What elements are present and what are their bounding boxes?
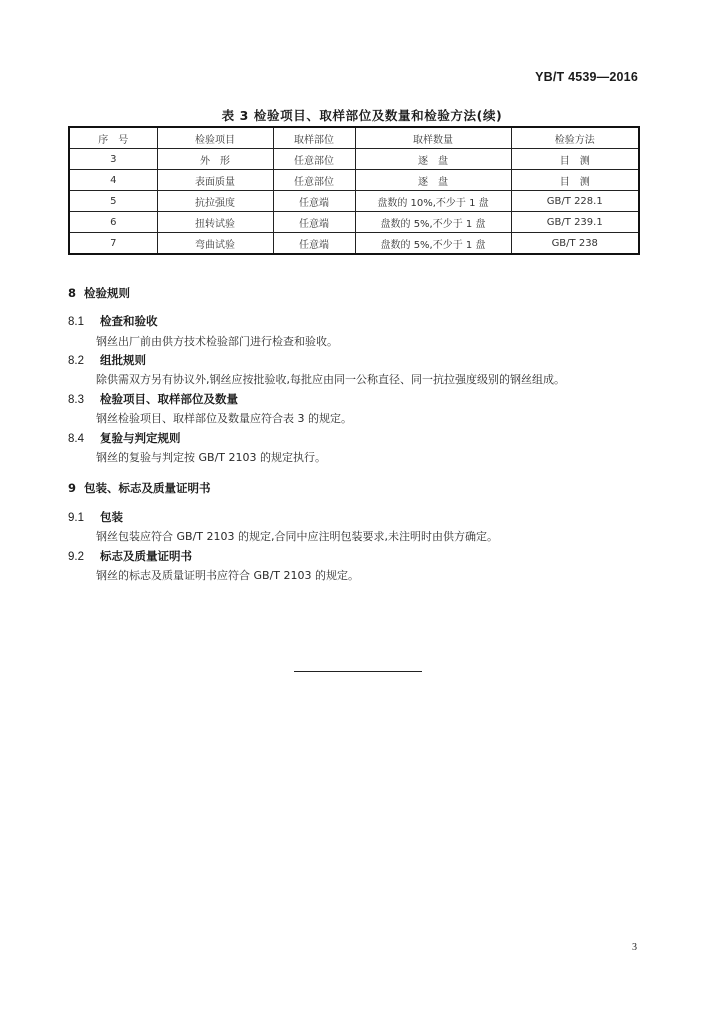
table-cell: 盘数的 10%,不少于 1 盘 [355, 191, 511, 212]
end-of-text-rule [294, 671, 422, 672]
paragraph-8-2: 除供需双方另有协议外,钢丝应按批验收,每批应由同一公称直径、同一抗拉强度级别的钢丝组成。 [96, 373, 565, 386]
column-header: 检验方法 [511, 127, 639, 149]
table-cell: GB/T 228.1 [511, 191, 639, 212]
table-cell: 盘数的 5%,不少于 1 盘 [355, 233, 511, 255]
table-header-row [69, 127, 639, 149]
subsection-title: 检验项目、取样部位及数量 [100, 392, 238, 406]
subsection-title: 复验与判定规则 [100, 431, 181, 445]
table-row [69, 191, 639, 212]
paragraph-8-4: 钢丝的复验与判定按 GB/T 2103 的规定执行。 [96, 451, 326, 464]
table-cell: 任意部位 [273, 149, 355, 170]
table-cell: 逐 盘 [355, 149, 511, 170]
subsection-heading-9-2 [68, 548, 192, 564]
page-number: 3 [632, 942, 637, 953]
table-cell: GB/T 238 [511, 233, 639, 255]
table-cell: 目 测 [511, 149, 639, 170]
subsection-title: 包装 [100, 510, 123, 524]
subsection-number: 9.1 [68, 512, 84, 524]
paragraph-8-1: 钢丝出厂前由供方技术检验部门进行检查和验收。 [96, 335, 338, 348]
table-cell: 任意部位 [273, 170, 355, 191]
subsection-number: 8.3 [68, 394, 84, 406]
table-cell: 5 [69, 191, 157, 212]
section-heading-9 [68, 480, 211, 496]
table-cell: GB/T 239.1 [511, 212, 639, 233]
table-cell: 3 [69, 149, 157, 170]
subsection-heading-8-1 [68, 313, 158, 329]
column-header: 取样数量 [355, 127, 511, 149]
standard-code: YB/T 4539—2016 [535, 70, 638, 84]
table-cell: 任意端 [273, 212, 355, 233]
subsection-title: 检查和验收 [100, 314, 158, 328]
subsection-number: 9.2 [68, 551, 84, 563]
table-cell: 目 测 [511, 170, 639, 191]
table-cell: 逐 盘 [355, 170, 511, 191]
table-row [69, 149, 639, 170]
subsection-heading-8-4 [68, 430, 181, 446]
table-caption: 表 3 检验项目、取样部位及数量和检验方法(续) [221, 108, 503, 123]
section-number: 9 [68, 481, 77, 495]
section-heading-8 [68, 285, 130, 301]
subsection-heading-9-1 [68, 509, 123, 525]
column-header: 取样部位 [273, 127, 355, 149]
table-row [69, 212, 639, 233]
section-title: 检验规则 [84, 286, 131, 300]
section-number: 8 [68, 286, 77, 300]
table-cell: 表面质量 [157, 170, 273, 191]
subsection-title: 标志及质量证明书 [100, 549, 192, 563]
section-title: 包装、标志及质量证明书 [84, 481, 211, 495]
subsection-title: 组批规则 [100, 353, 146, 367]
table-row [69, 170, 639, 191]
subsection-number: 8.2 [68, 355, 84, 367]
subsection-number: 8.1 [68, 316, 84, 328]
column-header: 序 号 [69, 127, 157, 149]
table-cell: 盘数的 5%,不少于 1 盘 [355, 212, 511, 233]
table-cell: 弯曲试验 [157, 233, 273, 255]
table-cell: 扭转试验 [157, 212, 273, 233]
subsection-number: 8.4 [68, 433, 84, 445]
table-cell: 6 [69, 212, 157, 233]
table-cell: 任意端 [273, 191, 355, 212]
subsection-heading-8-2 [68, 352, 146, 368]
table-cell: 外 形 [157, 149, 273, 170]
subsection-heading-8-3 [68, 391, 238, 407]
table-cell: 4 [69, 170, 157, 191]
table-cell: 7 [69, 233, 157, 255]
paragraph-9-1: 钢丝包装应符合 GB/T 2103 的规定,合同中应注明包装要求,未注明时由供方确定。 [96, 530, 498, 543]
table-row [69, 233, 639, 255]
column-header: 检验项目 [157, 127, 273, 149]
paragraph-9-2: 钢丝的标志及质量证明书应符合 GB/T 2103 的规定。 [96, 569, 359, 582]
inspection-table [68, 126, 640, 255]
table-cell: 任意端 [273, 233, 355, 255]
table-cell: 抗拉强度 [157, 191, 273, 212]
paragraph-8-3: 钢丝检验项目、取样部位及数量应符合表 3 的规定。 [96, 412, 352, 425]
